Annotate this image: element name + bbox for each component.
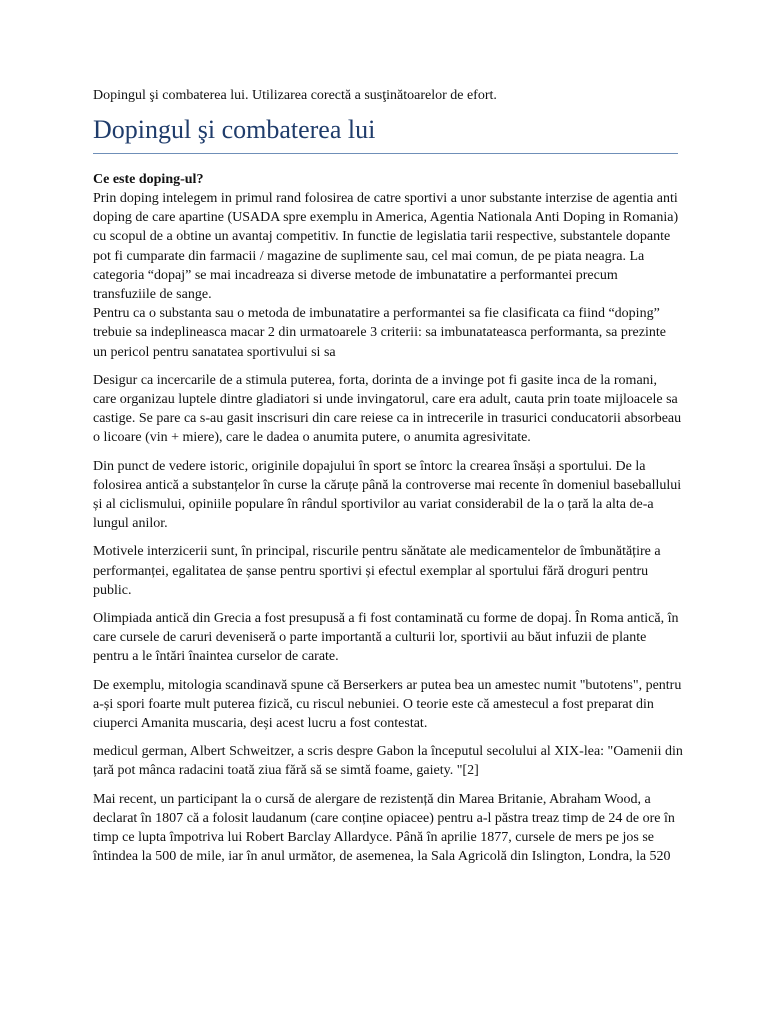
document-header-line: Dopingul şi combaterea lui. Utilizarea corectă a susţinătoarelor de efort. <box>93 88 497 103</box>
paragraph-history: Din punct de vedere istoric, originile dopajului în sport se întorc la crearea însăși a sportului. De la folosirea antică a substanțelor în curse la căruțe până la controverse mai recente în domeniul baseballului și al ciclismului, opiniile populare în rândul sportivilor au variat considerabil de la o țară la alta de-a lungul anilor. <box>93 458 682 532</box>
paragraph-criteria: Pentru ca o substanta sau o metoda de imbunatatire a performantei sa fie clasificata ca fiind “doping” trebuie sa indeplineasca macar 2 din urmatoarele 3 criterii: sa imbunatateasca performanta, sa prezinte un pericol pentru sanatatea sportivului si sa <box>93 306 666 360</box>
paragraph-berserkers: De exemplu, mitologia scandinavă spune că Berserkers ar putea bea un amestec numit "butotens", pentru a-și spori foarte mult puterea fizică, cu riscul nebuniei. O teorie este că amestecul a fost preparat din ciuperci Amanita muscaria, deși acest lucru a fost contestat. <box>93 677 682 732</box>
paragraph-abraham-wood: Mai recent, un participant la o cursă de alergare de rezistență din Marea Britanie, Abraham Wood, a declarat în 1807 că a folosit laudanum (care conține opiacee) pentru a-l păstra treaz timp de 24 de ore în timp ce lupta împotriva lui Robert Barclay Allardyce. Până în aprilie 1877, cursele de mers pe jos se întindea la 500 de mile, iar în anul următor, de asemenea, la Sala Agricolă din Islington, Londra, la 520 <box>93 791 675 865</box>
paragraph-olympics: Olimpiada antică din Grecia a fost presupusă a fi fost contaminată cu forme de dopaj. În Roma antică, în care cursele de caruri deveniseră o parte importantă a culturii lor, sportivii au băut infuzii de plante pentru a le întări înaintea curselor de carate. <box>93 611 679 665</box>
document-title: Dopingul şi combaterea lui <box>93 115 376 144</box>
paragraph-schweitzer: medicul german, Albert Schweitzer, a scris despre Gabon la începutul secolului al XIX-lea: "Oamenii din țară pot mânca radacini toată ziua fără să se simtă foame, gaiety. "[2] <box>93 744 683 779</box>
document-page <box>93 86 683 867</box>
title-divider <box>93 153 678 154</box>
paragraph-motives: Motivele interzicerii sunt, în principal, riscurile pentru sănătate ale medicamentelor de îmbunătățire a performanței, egalitatea de șanse pentru sportivi și efectul exemplar al sportului fără droguri pentru public. <box>93 544 661 598</box>
paragraph-romans: Desigur ca incercarile de a stimula puterea, forta, dorinta de a invinge pot fi gasite inca de la romani, care organizau luptele dintre gladiatori si unde invingatorul, care era adult, cauta prin toate mijloacele sa castige. Se pare ca s-au gasit inscrisuri din care reiese ca in intrecerile in trasurici conducatorii absorbeau o licoare (vin + miere), care le dadea o anumita putere, o anumita agresivitate. <box>93 372 682 446</box>
paragraph-definition: Prin doping intelegem in primul rand folosirea de catre sportivi a unor substante interzise de agentia anti doping de care apartine (USADA spre exemplu in America, Agentia Nationala Anti Doping in Romania) cu scopul de a obtine un avantaj competitiv. In functie de legislatia tarii respective, substantele dopante pot fi cumparate din farmacii / magazine de suplimente sau, cel mai comun, de pe piata neagra. La categoria “dopaj” se mai incadreaza si diverse metode de imbunatatire a performantei precum transfuziile de sange. <box>93 191 679 303</box>
section-heading: Ce este doping-ul? <box>93 172 204 187</box>
